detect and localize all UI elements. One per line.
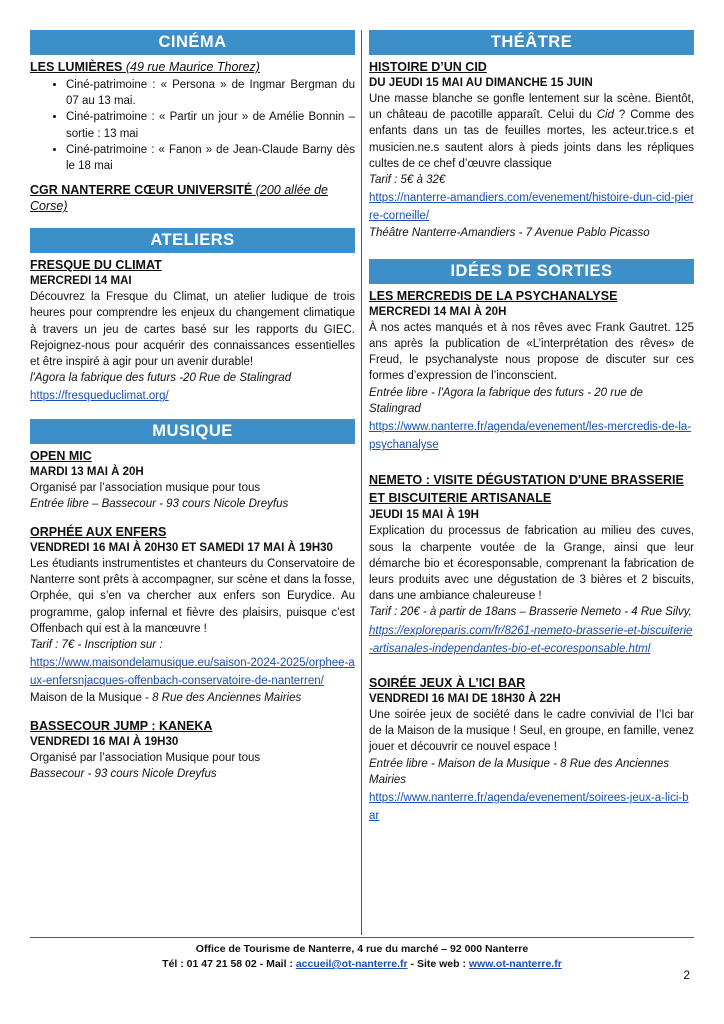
event-title: OPEN MIC	[30, 448, 92, 463]
cinema-header: CINÉMA	[30, 30, 355, 55]
event-title: SOIRÉE JEUX À L’ICI BAR	[369, 676, 526, 691]
event-date: DU JEUDI 15 MAI AU DIMANCHE 15 JUIN	[369, 77, 593, 89]
musique-header: MUSIQUE	[30, 419, 355, 444]
place-name: Entrée libre - Maison de la Musique -	[369, 757, 561, 770]
event-tarif: Tarif : 5€ à 32€	[369, 174, 446, 187]
event-link[interactable]: https://www.nanterre.fr/agenda/evenement/soirees-jeux-a-lici-bar	[369, 792, 689, 823]
event-place: Théâtre Nanterre-Amandiers - 7 Avenue Pablo Picasso	[369, 226, 650, 239]
description-part: Une masse blanche se gonfle lentement sur la scène. Bientôt, un château de pacotille apparaît. Celui du	[369, 93, 694, 122]
event-place	[369, 756, 694, 788]
column-divider	[361, 30, 362, 935]
spacer	[369, 453, 694, 467]
event-place	[30, 690, 355, 706]
event-place: l'Agora la fabrique des futurs -20 Rue de Stalingrad	[30, 372, 292, 385]
event-tarif: Tarif : 20€ - à partir de 18ans – Brasserie Nemeto - 4 Rue Silvy,	[369, 606, 692, 619]
footer-site-link[interactable]: www.ot-nanterre.fr	[468, 958, 562, 970]
event-place: Entrée libre – Bassecour - 93 cours Nicole Dreyfus	[30, 497, 289, 510]
place-name: Maison de la Musique -	[30, 691, 153, 704]
event-tarif: Tarif : 7€ - Inscription sur :	[30, 639, 163, 652]
event-description: Explication du processus de fabrication au milieu des cuves, sous la charpente voutée de la Grange, ainsi que leur démarche bio et écoresponsable, comprenant la fabrication de leurs produits avec une dégustation de 3 bières et 2 biscuits, dans une ambiance chaleureuse !	[369, 525, 694, 603]
event-link[interactable]: https://www.nanterre.fr/agenda/evenement/les-mercredis-de-la-psychanalyse	[369, 421, 692, 452]
event-date: MERCREDI 14 MAI À 20H	[369, 305, 507, 318]
description-part: ? Comme des enfants dans un tas de feuilles mortes, les acteur.trice.s et musicien.ne.s sautent alors à pieds joints dans les répliques cultes de ce chef d’œuvre classique	[369, 109, 694, 170]
venue-name: LES LUMIÈRES	[30, 60, 123, 74]
event-description: Organisé par l’association Musique pour tous	[30, 751, 261, 764]
left-column	[30, 30, 355, 782]
theatre-header: THÉÂTRE	[369, 30, 694, 55]
event-date: VENDREDI 16 MAI À 19H30	[30, 735, 179, 748]
list-item: • Ciné-patrimoine : « Persona » de Ingmar Bergman du 07 au 13 mai.	[66, 77, 355, 109]
event-date: VENDREDI 16 MAI À 20H30 ET SAMEDI 17 MAI À 19H30	[30, 542, 333, 555]
event-link[interactable]: https://fresqueduclimat.org/	[30, 390, 169, 403]
event-link[interactable]: https://nanterre-amandiers.com/evenement/histoire-dun-cid-pierre-corneille/	[369, 192, 694, 223]
footer	[30, 937, 694, 972]
event-description: À nos actes manqués et à nos rêves avec Frank Gautret. 125 ans après la publication de «L’interprétation des rêves» de Freud, le psychanalyste nous propose de discuter sur ces formes d’expression de l’inconscient.	[369, 321, 694, 383]
event-description: Une soirée jeux de société dans le cadre convivial de l’Ici bar de la Maison de la musique ! Seul, en groupe, en famille, venez jouer et découvrir ce nouvel espace !	[369, 709, 694, 754]
event-title: LES MERCREDIS DE LA PSYCHANALYSE	[369, 288, 618, 303]
venue-address: (49 rue Maurice Thorez)	[125, 60, 260, 74]
event-description: Les étudiants instrumentistes et chanteurs du Conservatoire de Nanterre sont prêts à accompagner, sur scène et dans la fosse, Orphée, qui s’en va chercher aux enfers son Eurydice. Au programme, galop infernal et fièvre des plaisirs, puisque c’est Offenbach qui est à la manœuvre !	[30, 558, 355, 635]
venue-name: CGR NANTERRE CŒUR UNIVERSITÉ	[30, 183, 253, 198]
cinema-list	[30, 77, 355, 174]
page-number: 2	[683, 968, 690, 982]
event-title: NEMETO : VISITE DÉGUSTATION D'UNE BRASSERIE ET BISCUITERIE ARTISANALE	[369, 473, 684, 506]
event-description: Découvrez la Fresque du Climat, un atelier ludique de trois heures pour comprendre les enjeux du changement climatique à travers un jeu de cartes basé sur les rapports du GIEC. Rejoignez-nous pour acquérir des connaissances essentielles et être inspiré à agir pour un avenir durable!	[30, 291, 355, 369]
place-address: 8 Rue des Anciennes Mairies	[369, 757, 670, 786]
description-cid: Cid	[596, 109, 614, 122]
cinema-venue-1	[30, 59, 355, 75]
event-title: FRESQUE DU CLIMAT	[30, 258, 162, 273]
right-column	[369, 30, 694, 825]
footer-tel: Tél : 01 47 21 58 02 - Mail :	[162, 958, 296, 970]
ateliers-header: ATELIERS	[30, 228, 355, 253]
event-title: BASSECOUR JUMP : KANEKA	[30, 718, 213, 733]
spacer	[30, 512, 355, 520]
footer-contact	[30, 956, 694, 972]
venue-address: (200 allée de Corse)	[30, 183, 329, 214]
list-item: • Ciné-patrimoine : « Partir un jour » de Amélie Bonnin – sortie : 13 mai	[66, 109, 355, 141]
event-date: MARDI 13 MAI À 20H	[30, 465, 144, 478]
spacer	[30, 706, 355, 714]
page	[30, 30, 694, 935]
list-item: • Ciné-patrimoine : « Fanon » de Jean-Claude Barny dès le 18 mai	[66, 142, 355, 174]
place-address: 8 Rue des Anciennes Mairies	[152, 691, 302, 704]
event-link[interactable]: https://www.maisondelamusique.eu/saison-2024-2025/orphee-aux-enfersnjacques-offenbach-conservatoire-de-nanterren/	[30, 657, 355, 688]
event-description	[369, 91, 694, 172]
sorties-header: IDÉES DE SORTIES	[369, 259, 694, 284]
event-date: JEUDI 15 MAI À 19H	[369, 509, 479, 522]
event-description: Organisé par l’association musique pour tous	[30, 481, 261, 494]
event-title: HISTOIRE D’UN CID	[369, 60, 487, 74]
event-date: MERCREDI 14 MAI	[30, 275, 132, 288]
event-date: VENDREDI 16 MAI DE 18H30 À 22H	[369, 693, 561, 706]
event-place: Bassecour - 93 cours Nicole Dreyfus	[30, 768, 217, 781]
event-title: ORPHÉE AUX ENFERS	[30, 525, 167, 540]
spacer	[369, 657, 694, 671]
event-link[interactable]: https://exploreparis.com/fr/8261-nemeto-brasserie-et-biscuiterie-artisanales-independantes-bio-et-ecoresponsable.html	[369, 624, 693, 655]
footer-address: Office de Tourisme de Nanterre, 4 rue du marché – 92 000 Nanterre	[195, 943, 529, 955]
footer-site-label: - Site web :	[407, 958, 469, 970]
cinema-venue-2	[30, 182, 355, 214]
footer-mail-link[interactable]: accueil@ot-nanterre.fr	[295, 958, 408, 970]
event-place: Entrée libre - l'Agora la fabrique des futurs - 20 rue de Stalingrad	[369, 386, 643, 415]
